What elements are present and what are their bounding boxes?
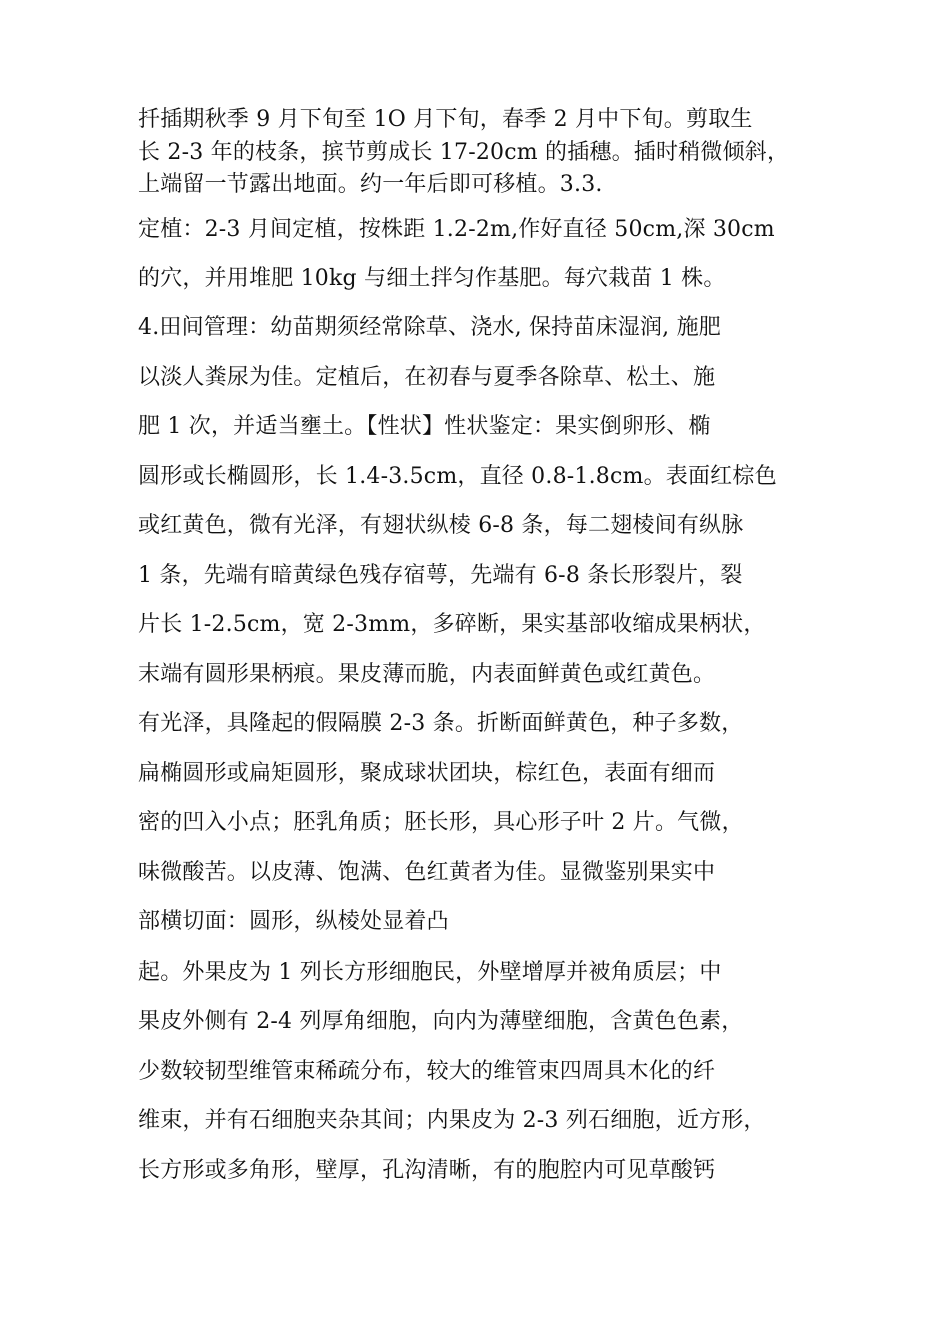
text-line-7: 以淡人粪尿为佳。定植后，在初春与夏季各除草、松土、施 [138, 365, 716, 390]
text-line-10: 或红黄色，微有光泽，有翅状纵棱 6-8 条，每二翅棱间有纵脉 [138, 513, 744, 538]
text-line-14: 有光泽，具隆起的假隔膜 2-3 条。折断面鲜黄色，种子多数， [138, 711, 744, 736]
text-line-5: 的穴，并用堆肥 10kg 与细土拌匀作基肥。每穴栽苗 1 株。 [138, 266, 726, 291]
text-line-4: 定植：2-3 月间定植，按株距 1.2-2m,作好直径 50cm,深 30cm [138, 217, 775, 242]
text-line-22: 维束，并有石细胞夹杂其间；内果皮为 2-3 列石细胞，近方形， [138, 1108, 766, 1133]
text-line-15: 扁椭圆形或扁矩圆形，聚成球状团块，棕红色，表面有细而 [138, 761, 716, 786]
text-line-20: 果皮外侧有 2-4 列厚角细胞，向内为薄壁细胞，含黄色色素， [138, 1009, 744, 1034]
text-line-3: 上端留一节露出地面。约一年后即可移植。3.3. [138, 172, 603, 197]
text-line-8: 肥 1 次，并适当壅土。【性状】性状鉴定：果实倒卵形、椭 [138, 414, 711, 439]
text-line-18: 部横切面：圆形，纵棱处显着凸 [138, 909, 449, 934]
text-line-13: 末端有圆形果柄痕。果皮薄而脆，内表面鲜黄色或红黄色。 [138, 662, 716, 687]
text-line-23: 长方形或多角形，壁厚，孔沟清晰，有的胞腔内可见草酸钙 [138, 1158, 716, 1183]
text-line-6: 4.田间管理：幼苗期须经常除草、浇水, 保持苗床湿润, 施肥 [138, 315, 721, 340]
text-line-17: 味微酸苦。以皮薄、饱满、色红黄者为佳。显微鉴别果实中 [138, 860, 716, 885]
text-line-11: 1 条，先端有暗黄绿色残存宿萼，先端有 6-8 条长形裂片，裂 [138, 563, 743, 588]
text-line-21: 少数较韧型维管束稀疏分布，较大的维管束四周具木化的纤 [138, 1059, 716, 1084]
text-line-16: 密的凹入小点；胚乳角质；胚长形，具心形子叶 2 片。气微， [138, 810, 744, 835]
text-line-9: 圆形或长椭圆形，长 1.4-3.5cm，直径 0.8-1.8cm。表面红棕色 [138, 464, 777, 489]
text-line-2: 长 2-3 年的枝条，摈节剪成长 17-20cm 的插穗。插时稍微倾斜， [138, 140, 790, 165]
text-line-12: 片长 1-2.5cm，宽 2-3mm，多碎断，果实基部收缩成果柄状， [138, 612, 766, 637]
text-line-19: 起。外果皮为 1 列长方形细胞民，外壁增厚并被角质层；中 [138, 960, 722, 985]
text-line-1: 扦插期秋季 9 月下旬至 1O 月下旬，春季 2 月中下旬。剪取生 [138, 107, 753, 132]
